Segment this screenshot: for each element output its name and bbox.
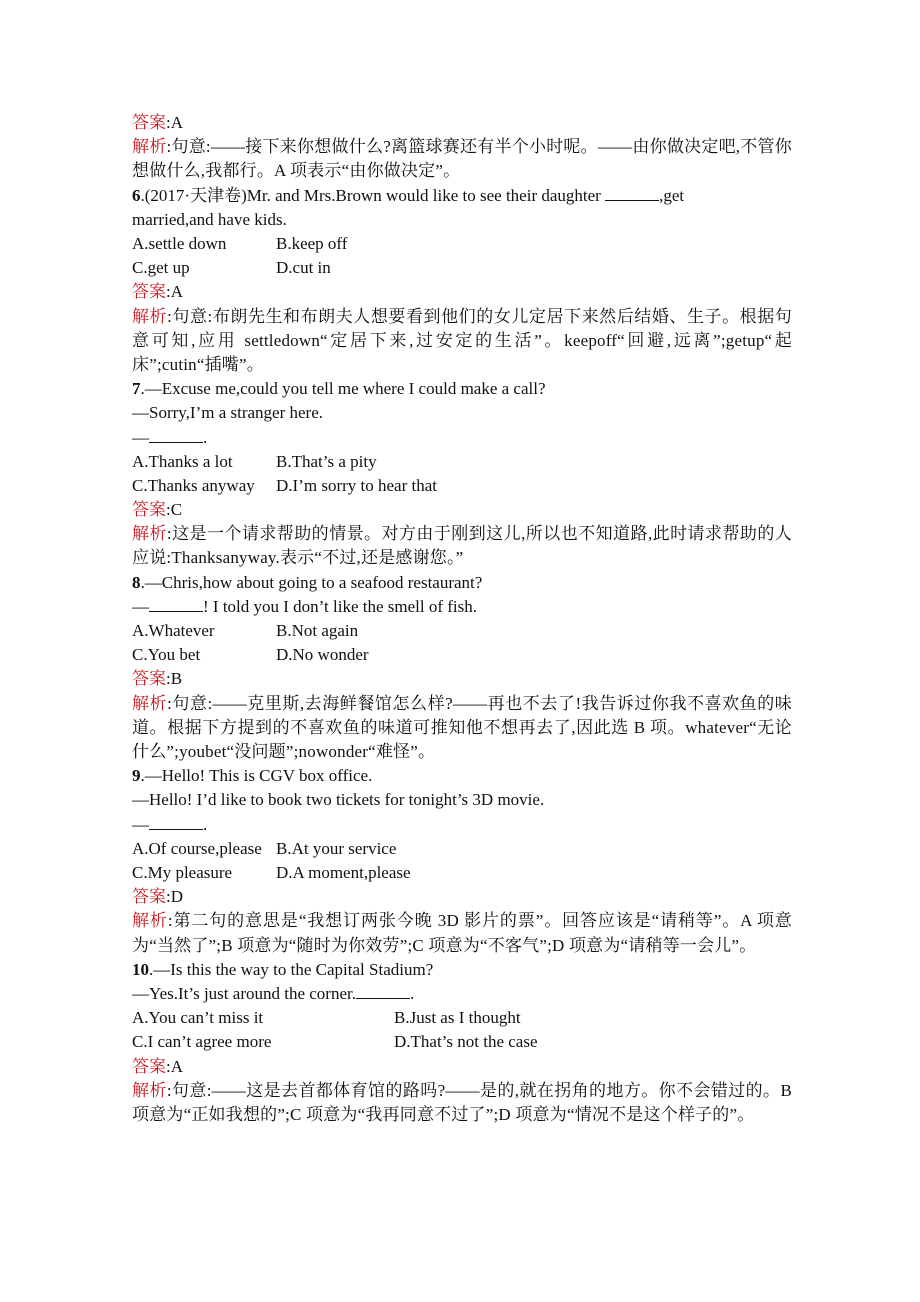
- answer-label: 答案: [132, 500, 166, 520]
- answer-value: :A: [166, 282, 183, 302]
- answer-blank: [605, 184, 659, 201]
- question-text: .—Chris,how about going to a seafood restaurant?: [140, 572, 483, 592]
- analysis-text: :句意:布朗先生和布朗夫人想要看到他们的女儿定居下来然后结婚、生子。根据句意可知,应用 settledown“定居下来,过安定的生活”。keepoff“回避,远离”;getup“起床”;cutin“插嘴”。: [132, 306, 792, 374]
- options-row: [132, 643, 792, 667]
- period: .: [409, 983, 415, 1003]
- analysis-text: :句意:——这是去首都体育馆的路吗?——是的,就在拐角的地方。你不会错过的。B 项意为“正如我想的”;C 项意为“我再同意不过了”;D 项意为“情况不是这个样子的”。: [132, 1080, 792, 1124]
- option-d: D.That’s not the case: [394, 1032, 538, 1052]
- options-row: [132, 1006, 792, 1030]
- answer-line: [132, 111, 792, 135]
- analysis-paragraph: [132, 305, 792, 378]
- question-number: 9: [132, 766, 141, 786]
- option-c: C.My pleasure: [132, 862, 233, 882]
- answer-label: 答案: [132, 113, 166, 132]
- answer-line: [132, 885, 792, 909]
- analysis-label: 解析: [132, 137, 167, 157]
- option-b: B.Not again: [276, 621, 359, 641]
- answer-value: :B: [166, 669, 183, 689]
- question-stem: [132, 958, 792, 982]
- option-b: B.Just as I thought: [394, 1008, 521, 1028]
- analysis-label: 解析: [132, 524, 167, 544]
- analysis-text: :这是一个请求帮助的情景。对方由于刚到这儿,所以也不知道路,此时请求帮助的人应说:Thanksanyway.表示“不过,还是感谢您。”: [132, 524, 792, 568]
- dialogue-blank-line: [132, 426, 792, 450]
- answer-blank: [149, 426, 203, 443]
- question-stem: [132, 764, 792, 788]
- analysis-text: :第二句的意思是“我想订两张今晚 3D 影片的票”。回答应该是“请稍等”。A 项意为“当然了”;B 项意为“随时为你效劳”;C 项意为“不客气”;D 项意为“请稍等一会儿”。: [132, 911, 792, 955]
- analysis-paragraph: [132, 692, 792, 765]
- analysis-label: 解析: [132, 1080, 167, 1100]
- analysis-label: 解析: [132, 911, 168, 931]
- document-page: [132, 111, 792, 1127]
- option-a: A.Whatever: [132, 621, 215, 641]
- question-stem: [132, 377, 792, 401]
- question-number: 7: [132, 379, 141, 399]
- question-stem-continued: married,and have kids.: [132, 209, 287, 229]
- option-d: D.No wonder: [276, 645, 369, 665]
- question-number: 10: [132, 959, 149, 979]
- option-b: B.That’s a pity: [276, 451, 377, 471]
- answer-label: 答案: [132, 669, 166, 689]
- option-d: D.cut in: [276, 258, 331, 278]
- answer-line: [132, 667, 792, 691]
- question-stem: [132, 571, 792, 595]
- dash: —: [132, 596, 149, 616]
- analysis-paragraph: [132, 522, 792, 570]
- dialogue-line: —Hello! I’d like to book two tickets for tonight’s 3D movie.: [132, 790, 545, 810]
- answer-line: [132, 498, 792, 522]
- answer-blank: [149, 595, 203, 612]
- dialogue-blank-line: [132, 595, 792, 619]
- dialogue-text: —Yes.It’s just around the corner.: [132, 983, 356, 1003]
- dash: —: [132, 814, 149, 834]
- dialogue-text: ! I told you I don’t like the smell of fish.: [203, 596, 478, 616]
- analysis-text: :句意:——克里斯,去海鲜餐馆怎么样?——再也不去了!我告诉过你我不喜欢鱼的味道。根据下方提到的不喜欢鱼的味道可推知他不想再去了,因此选 B 项。whatever“无论什么”;youbet“没问题”;nowonder“难怪”。: [132, 693, 793, 762]
- answer-label: 答案: [132, 282, 166, 302]
- options-row: [132, 1030, 792, 1054]
- option-c: C.I can’t agree more: [132, 1032, 272, 1052]
- options-row: [132, 450, 792, 474]
- option-b: B.keep off: [276, 233, 348, 253]
- period: .: [203, 814, 208, 834]
- dialogue-line: —Sorry,I’m a stranger here.: [132, 403, 324, 423]
- answer-value: :A: [166, 1056, 183, 1076]
- answer-blank: [149, 813, 203, 830]
- period: .: [203, 427, 208, 447]
- answer-label: 答案: [132, 887, 166, 907]
- option-a: A.settle down: [132, 233, 227, 253]
- dialogue-blank-line: [132, 982, 792, 1006]
- question-text: .(2017·天津卷)Mr. and Mrs.Brown would like to see their daughter: [140, 185, 606, 205]
- analysis-paragraph: [132, 135, 792, 183]
- question-number: 8: [132, 572, 141, 592]
- dialogue-blank-line: [132, 813, 792, 837]
- question-text: .—Is this the way to the Capital Stadium?: [149, 959, 434, 979]
- analysis-text: :句意:——接下来你想做什么?离篮球赛还有半个小时呢。——由你做决定吧,不管你想做什么,我都行。A 项表示“由你做决定”。: [132, 137, 792, 181]
- answer-label: 答案: [132, 1056, 166, 1076]
- options-row: [132, 861, 792, 885]
- options-row: [132, 232, 792, 256]
- option-a: A.You can’t miss it: [132, 1008, 264, 1028]
- options-row: [132, 837, 792, 861]
- option-d: D.I’m sorry to hear that: [276, 475, 437, 495]
- options-row: [132, 256, 792, 280]
- dash: —: [132, 427, 149, 447]
- question-text: .—Excuse me,could you tell me where I could make a call?: [140, 379, 546, 399]
- analysis-paragraph: [132, 1079, 792, 1127]
- question-number: 6: [132, 185, 141, 205]
- answer-line: [132, 280, 792, 304]
- option-c: C.You bet: [132, 645, 201, 665]
- option-d: D.A moment,please: [276, 862, 411, 882]
- option-b: B.At your service: [276, 838, 397, 858]
- option-c: C.get up: [132, 258, 190, 278]
- options-row: [132, 474, 792, 498]
- answer-line: [132, 1055, 792, 1079]
- question-text: .—Hello! This is CGV box office.: [140, 766, 373, 786]
- answer-value: :C: [166, 500, 183, 520]
- option-a: A.Thanks a lot: [132, 451, 233, 471]
- answer-value: :A: [166, 113, 183, 132]
- analysis-label: 解析: [132, 306, 168, 326]
- analysis-paragraph: [132, 909, 792, 957]
- answer-blank: [356, 982, 410, 999]
- question-stem: [132, 184, 792, 208]
- question-text: ,get: [659, 185, 685, 205]
- analysis-label: 解析: [132, 693, 168, 713]
- options-row: [132, 619, 792, 643]
- option-a: A.Of course,please: [132, 838, 262, 858]
- answer-value: :D: [166, 887, 183, 907]
- option-c: C.Thanks anyway: [132, 475, 255, 495]
